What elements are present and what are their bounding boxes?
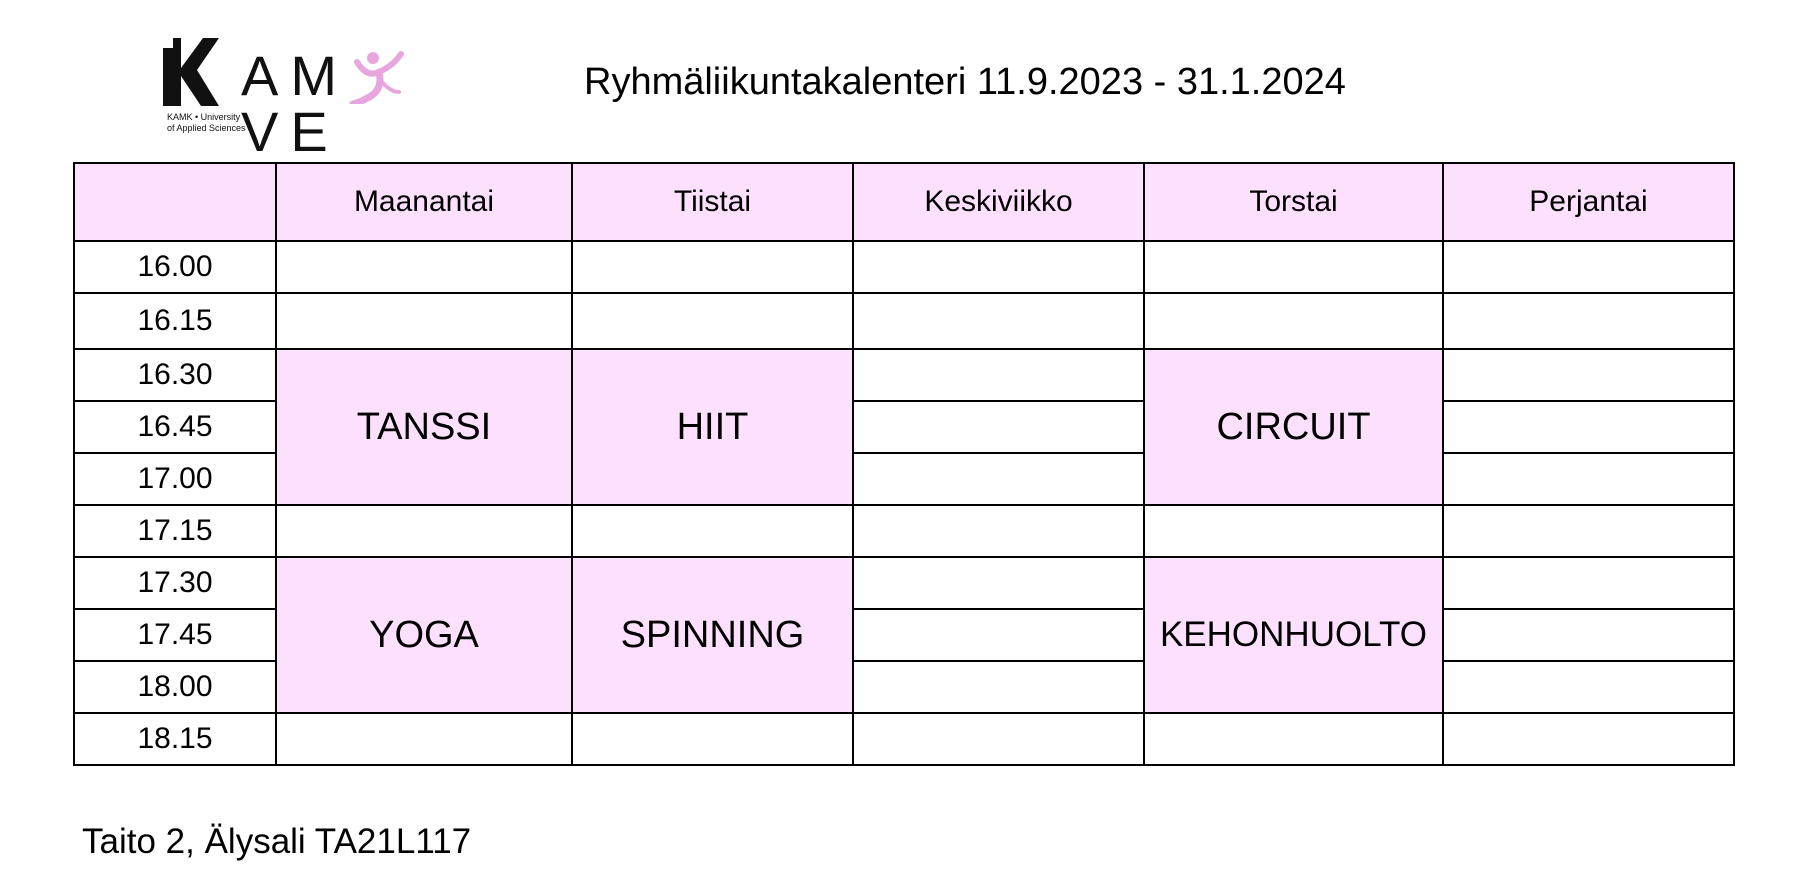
empty-cell [1443,557,1734,609]
empty-cell [853,505,1144,557]
empty-cell [572,713,853,765]
day-header-friday: Perjantai [1443,163,1734,241]
empty-cell [853,661,1144,713]
time-cell: 17.45 [74,609,276,661]
time-cell: 16.45 [74,401,276,453]
logo-wordmark: AMVE [241,48,503,160]
kamk-k-icon [163,38,219,106]
time-cell: 16.00 [74,241,276,293]
empty-cell [853,609,1144,661]
table-row [74,241,1734,293]
schedule-table [73,162,1735,766]
event-kehonhuolto: KEHONHUOLTO [1144,557,1443,713]
empty-cell [1443,505,1734,557]
empty-cell [853,453,1144,505]
page-title: Ryhmäliikuntakalenteri 11.9.2023 - 31.1.2024 [584,61,1346,103]
empty-cell [1443,241,1734,293]
empty-cell [853,713,1144,765]
empty-cell [276,293,572,349]
empty-cell [572,505,853,557]
time-cell: 17.15 [74,505,276,557]
empty-cell [1144,241,1443,293]
time-cell: 17.00 [74,453,276,505]
location-note: Taito 2, Älysali TA21L117 [82,822,472,861]
empty-cell [853,293,1144,349]
day-header-monday: Maanantai [276,163,572,241]
empty-cell [1144,505,1443,557]
time-cell: 18.15 [74,713,276,765]
empty-cell [1144,713,1443,765]
empty-cell [853,241,1144,293]
empty-cell [276,505,572,557]
runner-icon [349,48,407,104]
empty-cell [1443,661,1734,713]
empty-cell [1443,349,1734,401]
event-yoga: YOGA [276,557,572,713]
event-circuit: CIRCUIT [1144,349,1443,505]
empty-cell [1443,453,1734,505]
time-cell: 16.15 [74,293,276,349]
table-row [74,713,1734,765]
event-hiit: HIIT [572,349,853,505]
time-cell: 17.30 [74,557,276,609]
empty-cell [1144,293,1443,349]
table-row [74,293,1734,349]
empty-cell [572,293,853,349]
empty-cell [853,349,1144,401]
empty-cell [1443,293,1734,349]
empty-cell [276,713,572,765]
event-spinning: SPINNING [572,557,853,713]
time-cell: 18.00 [74,661,276,713]
empty-cell [853,401,1144,453]
day-header-thursday: Torstai [1144,163,1443,241]
empty-cell [853,557,1144,609]
day-header-tuesday: Tiistai [572,163,853,241]
empty-cell [1443,713,1734,765]
kamove-logo [163,38,503,163]
table-row [74,349,1734,401]
empty-cell [276,241,572,293]
corner-cell [74,163,276,241]
logo-subtitle: KAMK • University of Applied Sciences [167,112,246,133]
time-cell: 16.30 [74,349,276,401]
header-row [74,163,1734,241]
empty-cell [1443,609,1734,661]
empty-cell [572,241,853,293]
table-row [74,557,1734,609]
event-tanssi: TANSSI [276,349,572,505]
table-row [74,505,1734,557]
empty-cell [1443,401,1734,453]
day-header-wednesday: Keskiviikko [853,163,1144,241]
